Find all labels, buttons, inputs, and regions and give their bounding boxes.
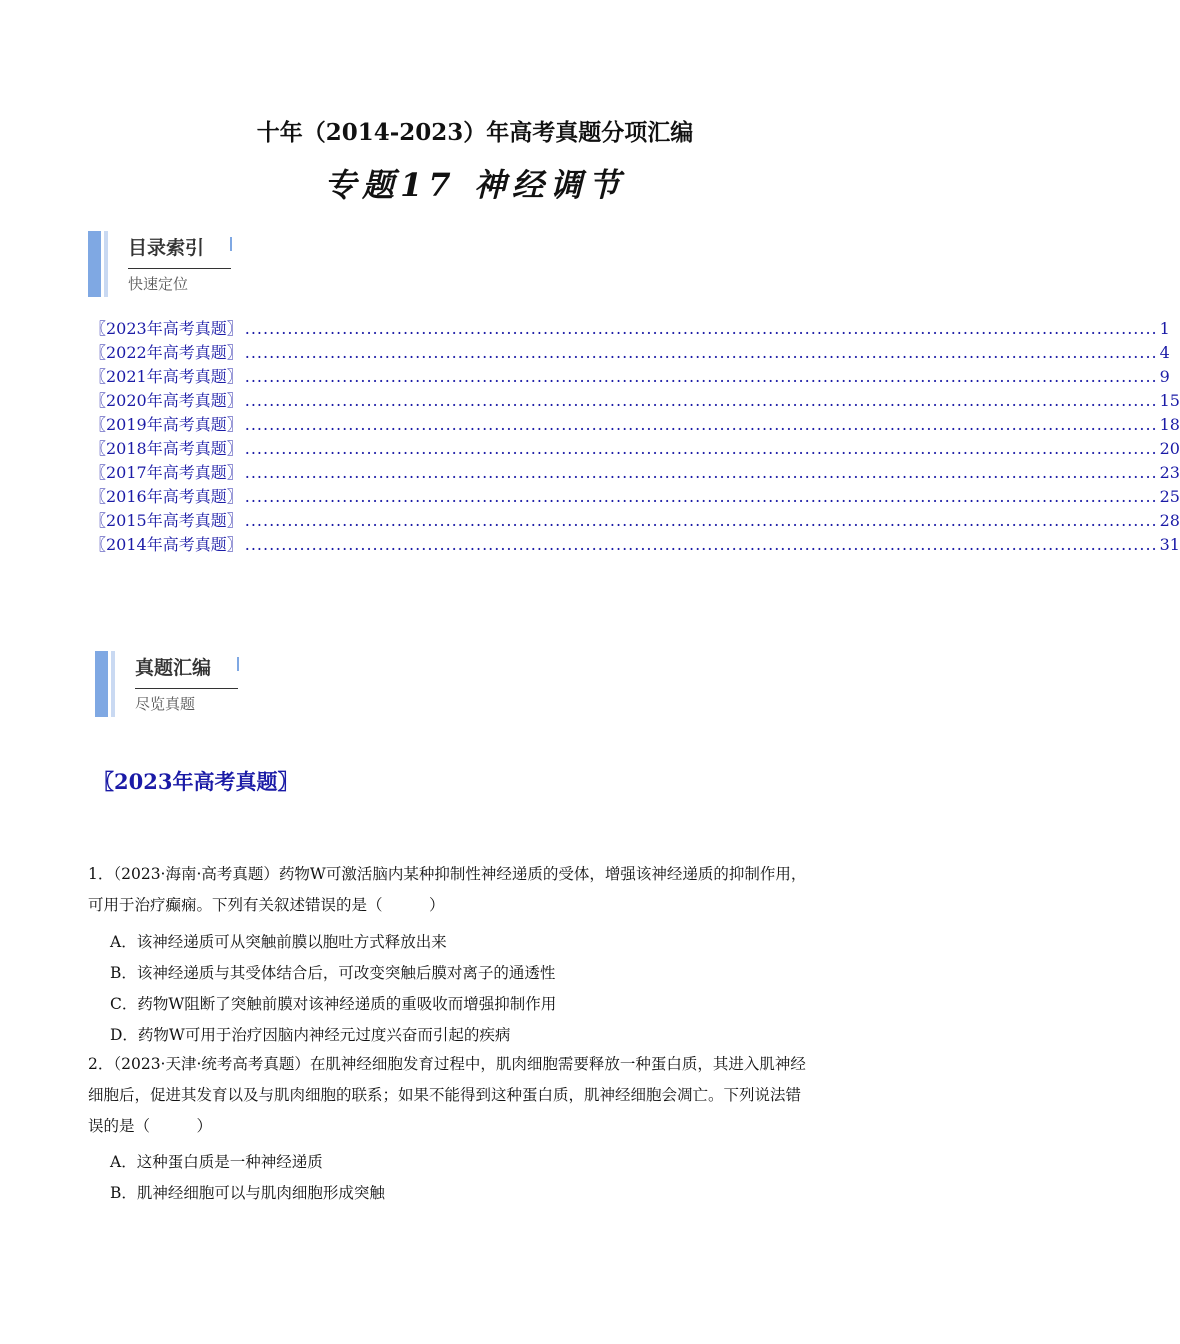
topic-title: 专题17 神经调节 — [324, 166, 626, 204]
table-of-contents — [90, 316, 1180, 556]
banner-divider — [135, 688, 238, 689]
toc-entry-page: 31 — [1159, 535, 1180, 554]
toc-entry-label: 〖2017年高考真题〗 — [90, 463, 243, 482]
toc-entry-2019[interactable] — [90, 412, 1180, 436]
toc-entry-2021[interactable] — [90, 364, 1170, 388]
toc-entry-page: 28 — [1159, 511, 1180, 530]
toc-leader: ...................................................................................................................................................... — [244, 439, 1158, 458]
toc-entry-label: 〖2019年高考真题〗 — [90, 415, 243, 434]
banner-bar-light-icon — [104, 231, 108, 297]
question-2-option-a: A．这种蛋白质是一种神经递质 — [110, 1153, 323, 1171]
toc-entry-2018[interactable] — [90, 436, 1180, 460]
toc-entry-page: 23 — [1159, 463, 1180, 482]
toc-section-heading: 目录索引 — [128, 237, 205, 259]
toc-entry-label: 〖2022年高考真题〗 — [90, 343, 243, 362]
toc-leader: ...................................................................................................................................................... — [244, 319, 1158, 338]
toc-entry-label: 〖2014年高考真题〗 — [90, 535, 243, 554]
toc-section-banner — [88, 231, 258, 303]
document-title: 十年（2014-2023）年高考真题分项汇编 — [256, 119, 694, 146]
question-2-stem — [88, 1049, 863, 1142]
toc-entry-page: 18 — [1159, 415, 1180, 434]
toc-leader: ...................................................................................................................................................... — [244, 535, 1158, 554]
toc-entry-label: 〖2016年高考真题〗 — [90, 487, 243, 506]
question-1-option-b: B．该神经递质与其受体结合后，可改变突触后膜对离子的通透性 — [110, 964, 556, 982]
toc-leader: ...................................................................................................................................................... — [244, 511, 1158, 530]
question-1-option-c: C．药物W阻断了突触前膜对该神经递质的重吸收而增强抑制作用 — [110, 995, 557, 1013]
banner-bar-icon — [95, 651, 108, 717]
toc-leader: ...................................................................................................................................................... — [244, 391, 1158, 410]
toc-entry-label: 〖2023年高考真题〗 — [90, 319, 243, 338]
toc-entry-label: 〖2015年高考真题〗 — [90, 511, 243, 530]
toc-entry-label: 〖2021年高考真题〗 — [90, 367, 243, 386]
question-stem-line: 细胞后，促进其发育以及与肌肉细胞的联系；如果不能得到这种蛋白质，肌神经细胞会凋亡。下列说法错 — [88, 1086, 802, 1104]
toc-leader: ...................................................................................................................................................... — [244, 367, 1158, 386]
question-2-option-b: B．肌神经细胞可以与肌肉细胞形成突触 — [110, 1184, 385, 1202]
question-1-stem — [88, 859, 863, 921]
toc-entry-label: 〖2020年高考真题〗 — [90, 391, 243, 410]
toc-leader: ...................................................................................................................................................... — [244, 343, 1158, 362]
question-stem-line: 误的是（ ） — [88, 1117, 213, 1135]
toc-entry-page: 25 — [1159, 487, 1180, 506]
toc-entry-2017[interactable] — [90, 460, 1180, 484]
toc-entry-page: 4 — [1159, 343, 1170, 362]
question-stem-line: 2．（2023·天津·统考高考真题）在肌神经细胞发育过程中，肌肉细胞需要释放一种蛋白质，其进入肌神经 — [88, 1055, 806, 1073]
toc-entry-page: 1 — [1159, 319, 1170, 338]
toc-leader: ...................................................................................................................................................... — [244, 463, 1158, 482]
banner-bar-light-icon — [111, 651, 115, 717]
banner-tick-icon — [237, 657, 239, 671]
questions-section-subheading: 尽览真题 — [135, 695, 196, 713]
toc-entry-page: 9 — [1159, 367, 1170, 386]
toc-entry-page: 15 — [1159, 391, 1180, 410]
banner-divider — [128, 268, 231, 269]
toc-entry-2022[interactable] — [90, 340, 1170, 364]
question-stem-line: 可用于治疗癫痫。下列有关叙述错误的是（ ） — [88, 896, 445, 914]
toc-leader: ...................................................................................................................................................... — [244, 487, 1158, 506]
toc-leader: ...................................................................................................................................................... — [244, 415, 1158, 434]
banner-tick-icon — [230, 237, 232, 251]
toc-entry-2014[interactable] — [90, 532, 1180, 556]
questions-section-banner — [95, 651, 265, 723]
question-1-option-a: A．该神经递质可从突触前膜以胞吐方式释放出来 — [110, 933, 447, 951]
questions-section-heading: 真题汇编 — [135, 657, 212, 679]
toc-entry-2023[interactable] — [90, 316, 1170, 340]
toc-entry-2020[interactable] — [90, 388, 1180, 412]
toc-entry-label: 〖2018年高考真题〗 — [90, 439, 243, 458]
toc-entry-page: 20 — [1159, 439, 1180, 458]
banner-bar-icon — [88, 231, 101, 297]
question-1-option-d: D．药物W可用于治疗因脑内神经元过度兴奋而引起的疾病 — [110, 1026, 511, 1044]
toc-entry-2015[interactable] — [90, 508, 1180, 532]
year-heading: 〖2023年高考真题〗 — [93, 769, 299, 794]
toc-section-subheading: 快速定位 — [128, 275, 189, 293]
toc-entry-2016[interactable] — [90, 484, 1180, 508]
question-stem-line: 1．（2023·海南·高考真题）药物W可激活脑内某种抑制性神经递质的受体，增强该神经递质的抑制作用， — [88, 865, 807, 883]
